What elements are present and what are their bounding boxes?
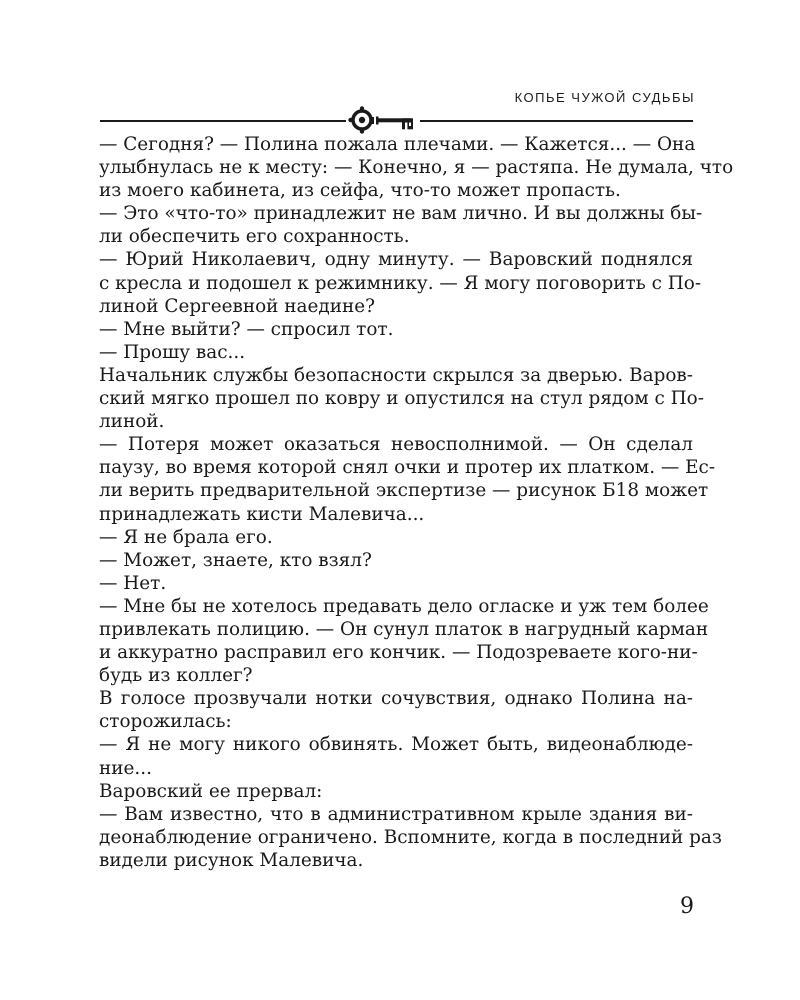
key-ornament [346,104,420,134]
text-line: из моего кабинета, из сейфа, что-то может пропасть. [99,180,621,202]
text-line: — Прошу вас... [99,341,246,363]
running-title: КОПЬЕ ЧУЖОЙ СУДЬБЫ [514,90,695,105]
text-line: — Это «что-то» принадлежит не вам лично. И вы должны бы- [99,203,703,225]
key-icon [346,104,420,134]
text-line: — Мне бы не хотелось предавать дело огласке и уж тем более [99,595,709,617]
text-line: паузу, во время которой снял очки и протер их платком. — Ес- [99,457,716,479]
text-line: привлекать полицию. — Он сунул платок в нагрудный карман [99,618,709,640]
text-line: — Я не могу никого обвинять. Может быть, видеонаблюде- [99,734,693,756]
text-line: В голосе прозвучали нотки сочувствия, однако Полина на- [99,688,693,710]
text-line: будь из коллег? [99,665,253,687]
text-line: деонаблюдение ограничено. Вспомните, когда в последний раз [99,826,722,848]
text-line: и аккуратно расправил его кончик. — Подозреваете кого-ни- [99,642,698,664]
text-line: линой Сергеевной наедине? [99,295,375,317]
text-line: улыбнулась не к месту: — Конечно, я — растяпа. Не думала, что [99,157,734,179]
text-line: видели рисунок Малевича. [99,849,364,871]
text-line: — Я не брала его. [99,526,273,548]
page-number: 9 [680,894,694,919]
text-line: — Мне выйти? — спросил тот. [99,318,394,340]
text-line: с кресла и подошел к режимнику. — Я могу поговорить с По- [99,272,702,294]
text-line: ский мягко прошел по ковру и опустился на стул рядом с По- [99,388,704,410]
text-line: линой. [99,411,165,433]
body-text [99,133,734,872]
text-line: ли обеспечить его сохранность. [99,226,410,248]
text-line: ние... [99,757,152,779]
text-line: Начальник службы безопасности скрылся за дверью. Варов- [99,364,693,386]
text-line: — Нет. [99,572,167,594]
text-line: — Может, знаете, кто взял? [99,549,372,571]
text-line: ли верить предварительной экспертизе — рисунок Б18 может [99,480,709,502]
text-line: — Юрий Николаевич, одну минуту. — Варовский поднялся [99,249,693,271]
text-line: — Сегодня? — Полина пожала плечами. — Кажется... — Она [99,134,696,155]
text-line: — Вам известно, что в административном крыле здания ви- [99,803,693,825]
text-line: — Потеря может оказаться невосполнимой. — Он сделал [99,434,693,456]
text-line: сторожилась: [99,711,232,733]
text-line: Варовский ее прервал: [99,780,323,802]
text-line: принадлежать кисти Малевича... [99,503,425,525]
